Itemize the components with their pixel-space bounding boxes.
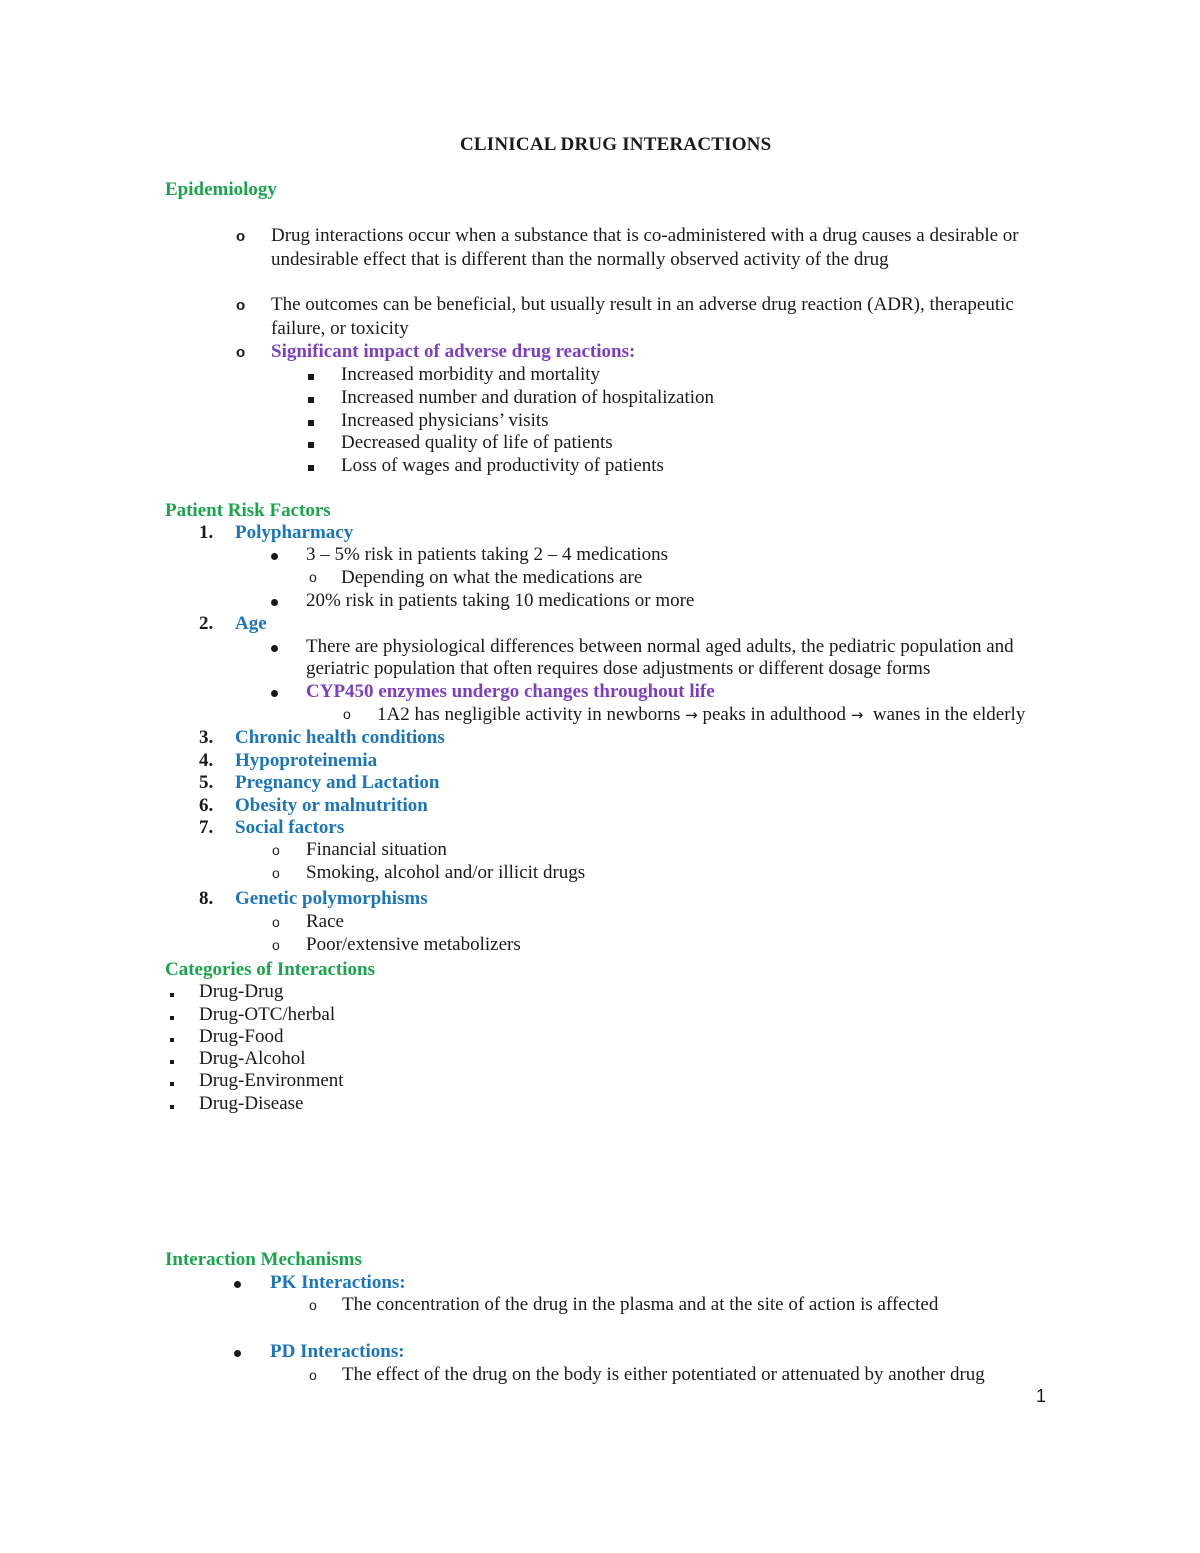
round-bullet-icon	[271, 635, 278, 658]
impact-heading: Significant impact of adverse drug reactions:	[271, 341, 636, 362]
cyp450-sub-bullet	[377, 703, 1025, 727]
epidemiology-paragraph-1-line-2: undesirable effect that is different than the normally observed activity of the drug	[271, 249, 889, 270]
small-bullet-icon	[170, 1003, 174, 1026]
section-heading-epidemiology: Epidemiology	[165, 179, 277, 200]
category-item: Drug-Environment	[199, 1070, 344, 1091]
impact-item: Loss of wages and productivity of patients	[341, 455, 664, 476]
category-item: Drug-Drug	[199, 981, 284, 1002]
category-item: Drug-OTC/herbal	[199, 1004, 336, 1025]
social-item: Smoking, alcohol and/or illicit drugs	[306, 862, 586, 883]
polypharmacy-bullet-2: 20% risk in patients taking 10 medications or more	[306, 590, 695, 611]
polypharmacy-bullet-1: 3 – 5% risk in patients taking 2 – 4 medications	[306, 544, 669, 565]
hollow-bullet-icon: o	[272, 842, 280, 858]
small-bullet-icon	[170, 1047, 174, 1070]
hollow-bullet-icon: o	[236, 297, 246, 314]
square-bullet-icon	[308, 431, 314, 454]
impact-item: Increased physicians’ visits	[341, 410, 549, 431]
section-heading-categories: Categories of Interactions	[165, 959, 376, 980]
epidemiology-paragraph-2-line-2: failure, or toxicity	[271, 318, 409, 339]
epidemiology-paragraph-1-line-1: Drug interactions occur when a substance that is co-administered with a drug causes a desirable or	[271, 225, 1019, 246]
hollow-bullet-icon: o	[272, 937, 280, 953]
small-bullet-icon	[170, 1069, 174, 1092]
pk-interactions-text: The concentration of the drug in the plasma and at the site of action is affected	[342, 1294, 939, 1315]
round-bullet-icon	[271, 680, 278, 703]
square-bullet-icon	[308, 386, 314, 409]
round-bullet-icon	[271, 589, 278, 612]
impact-item: Decreased quality of life of patients	[341, 432, 613, 453]
small-bullet-icon	[170, 1092, 174, 1115]
hollow-bullet-icon: o	[236, 344, 246, 361]
square-bullet-icon	[308, 454, 314, 477]
list-number: 2.	[199, 613, 214, 634]
age-bullet-1-line-2: geriatric population that often requires dose adjustments or different dosage forms	[306, 658, 931, 679]
category-item: Drug-Food	[199, 1026, 284, 1047]
list-number: 6.	[199, 795, 214, 816]
risk-factor-social: Social factors	[235, 817, 345, 838]
hollow-bullet-icon: o	[309, 569, 317, 585]
social-item: Financial situation	[306, 839, 447, 860]
arrow-right-icon: →	[685, 706, 698, 724]
hollow-bullet-icon: o	[309, 1297, 317, 1313]
section-heading-risk-factors: Patient Risk Factors	[165, 500, 331, 521]
age-bullet-1-line-1: There are physiological differences between normal aged adults, the pediatric population and	[306, 636, 1014, 657]
epidemiology-paragraph-2-line-1: The outcomes can be beneficial, but usually result in an adverse drug reaction (ADR), therapeutic	[271, 294, 1014, 315]
hollow-bullet-icon: o	[272, 865, 280, 881]
risk-factor-polypharmacy: Polypharmacy	[235, 522, 354, 543]
square-bullet-icon	[308, 363, 314, 386]
small-bullet-icon	[170, 1025, 174, 1048]
risk-factor-obesity: Obesity or malnutrition	[235, 795, 428, 816]
page-number: 1	[1036, 1386, 1047, 1406]
hollow-bullet-icon: o	[343, 706, 351, 722]
square-bullet-icon	[308, 409, 314, 432]
risk-factor-age: Age	[235, 613, 267, 634]
cyp450-adult-text: peaks in adulthood	[702, 704, 847, 725]
category-item: Drug-Disease	[199, 1093, 304, 1114]
small-bullet-icon	[170, 980, 174, 1003]
round-bullet-icon	[271, 543, 278, 566]
section-heading-mechanisms: Interaction Mechanisms	[165, 1249, 362, 1270]
list-number: 5.	[199, 772, 214, 793]
cyp450-elderly-text: wanes in the elderly	[872, 704, 1026, 725]
page-title: CLINICAL DRUG INTERACTIONS	[460, 134, 772, 155]
list-number: 1.	[199, 522, 214, 543]
risk-factor-pregnancy: Pregnancy and Lactation	[235, 772, 440, 793]
list-number: 3.	[199, 727, 214, 748]
hollow-bullet-icon: o	[236, 228, 246, 245]
category-item: Drug-Alcohol	[199, 1048, 306, 1069]
polypharmacy-sub-bullet: Depending on what the medications are	[341, 567, 643, 588]
genetic-item: Race	[306, 911, 344, 932]
cyp450-newborn-text: 1A2 has negligible activity in newborns	[377, 704, 681, 725]
list-number: 4.	[199, 750, 214, 771]
pk-interactions-label: PK Interactions:	[270, 1272, 406, 1293]
pd-interactions-text: The effect of the drug on the body is either potentiated or attenuated by another drug	[342, 1364, 985, 1385]
hollow-bullet-icon: o	[309, 1367, 317, 1383]
age-bullet-cyp450: CYP450 enzymes undergo changes throughout life	[306, 681, 715, 702]
genetic-item: Poor/extensive metabolizers	[306, 934, 521, 955]
risk-factor-chronic: Chronic health conditions	[235, 727, 445, 748]
round-bullet-icon	[234, 1271, 241, 1294]
impact-item: Increased number and duration of hospitalization	[341, 387, 715, 408]
arrow-right-icon: →	[850, 706, 864, 724]
pd-interactions-label: PD Interactions:	[270, 1341, 405, 1362]
impact-item: Increased morbidity and mortality	[341, 364, 601, 385]
hollow-bullet-icon: o	[272, 914, 280, 930]
list-number: 7.	[199, 817, 214, 838]
round-bullet-icon	[234, 1340, 241, 1363]
risk-factor-hypoproteinemia: Hypoproteinemia	[235, 750, 378, 771]
list-number: 8.	[199, 888, 214, 909]
risk-factor-genetic: Genetic polymorphisms	[235, 888, 428, 909]
